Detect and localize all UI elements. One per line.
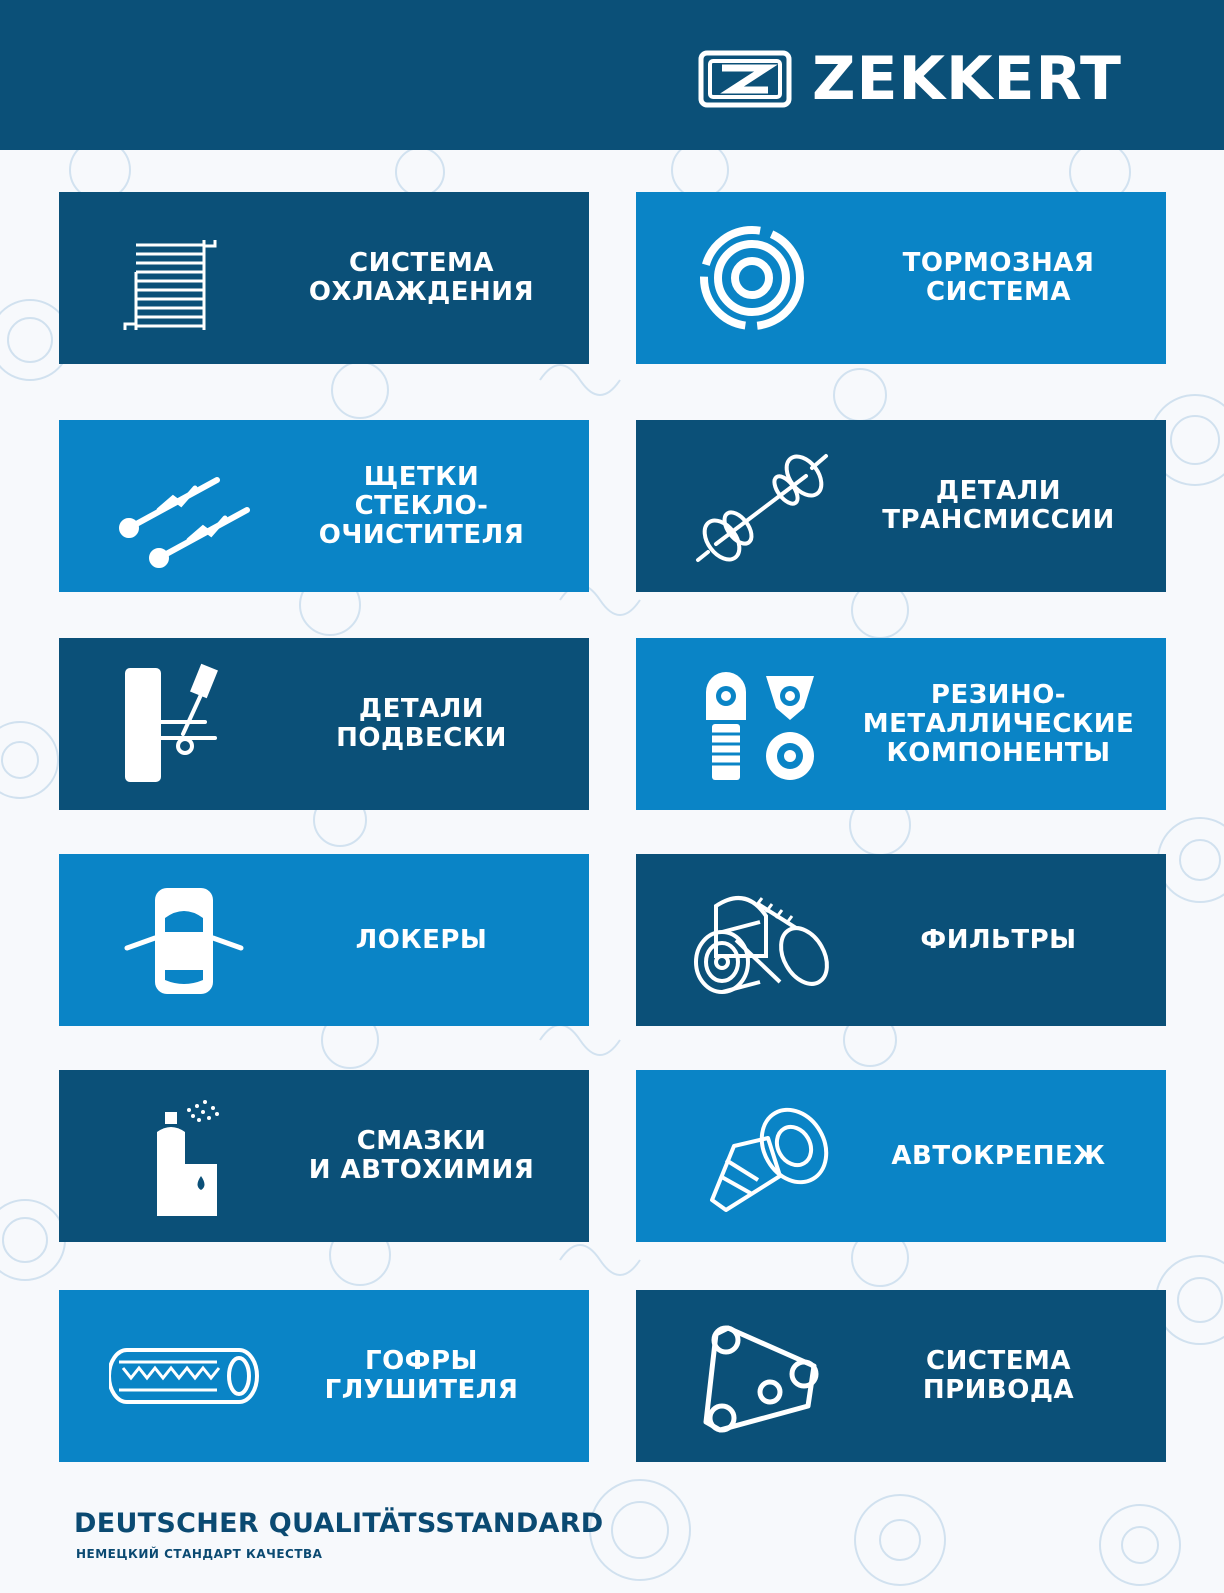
car-doors-icon [109, 874, 259, 1006]
brand-name: ZEKKERT [812, 44, 1122, 114]
category-tile-cooling[interactable] [59, 192, 589, 364]
tile-label: СМАЗКИ И АВТОХИМИЯ [308, 1126, 535, 1185]
tile-label: ГОФРЫ ГЛУШИТЕЛЯ [324, 1346, 519, 1405]
rubber-metal-parts-icon [686, 658, 836, 790]
tile-label: ЛОКЕРЫ [355, 924, 488, 955]
footer-title: DEUTSCHER QUALITÄTSSTANDARD [74, 1508, 604, 1539]
tile-label: ТОРМОЗНАЯ СИСТЕМА [902, 248, 1095, 307]
category-tile-wipers[interactable] [59, 420, 589, 592]
category-tile-filters[interactable] [636, 854, 1166, 1026]
tile-label: ДЕТАЛИ ПОДВЕСКИ [336, 694, 507, 753]
muffler-bellows-icon [109, 1310, 259, 1442]
tile-label: СИСТЕМА ПРИВОДА [922, 1346, 1075, 1405]
category-tile-lubricants[interactable] [59, 1070, 589, 1242]
zekkert-logo-icon [698, 50, 792, 108]
brake-disc-icon [686, 212, 836, 344]
tile-label: ФИЛЬТРЫ [920, 924, 1077, 955]
drive-belt-icon [686, 1310, 836, 1442]
spray-can-icon [109, 1090, 259, 1222]
footer-subtitle: НЕМЕЦКИЙ СТАНДАРТ КАЧЕСТВА [76, 1547, 323, 1561]
clip-fastener-icon [686, 1090, 836, 1222]
category-tile-rubber-metal[interactable] [636, 638, 1166, 810]
category-tile-brakes[interactable] [636, 192, 1166, 364]
category-tile-muffler-bellows[interactable] [59, 1290, 589, 1462]
suspension-icon [109, 658, 259, 790]
wiper-blades-icon [109, 440, 259, 572]
category-tile-drive-system[interactable] [636, 1290, 1166, 1462]
filters-icon [686, 874, 836, 1006]
category-tile-fasteners[interactable] [636, 1070, 1166, 1242]
tile-label: АВТОКРЕПЕЖ [891, 1140, 1106, 1171]
tile-label: ЩЕТКИ СТЕКЛО- ОЧИСТИТЕЛЯ [318, 461, 525, 550]
radiator-icon [109, 212, 259, 344]
tile-label: СИСТЕМА ОХЛАЖДЕНИЯ [308, 248, 535, 307]
tile-label: РЕЗИНО- МЕТАЛЛИЧЕСКИЕ КОМПОНЕНТЫ [862, 679, 1135, 768]
category-tile-suspension[interactable] [59, 638, 589, 810]
category-tile-lockers[interactable] [59, 854, 589, 1026]
header-bar [0, 0, 1224, 150]
category-tile-transmission[interactable] [636, 420, 1166, 592]
cv-axle-icon [686, 440, 836, 572]
tile-label: ДЕТАЛИ ТРАНСМИССИИ [882, 476, 1115, 535]
